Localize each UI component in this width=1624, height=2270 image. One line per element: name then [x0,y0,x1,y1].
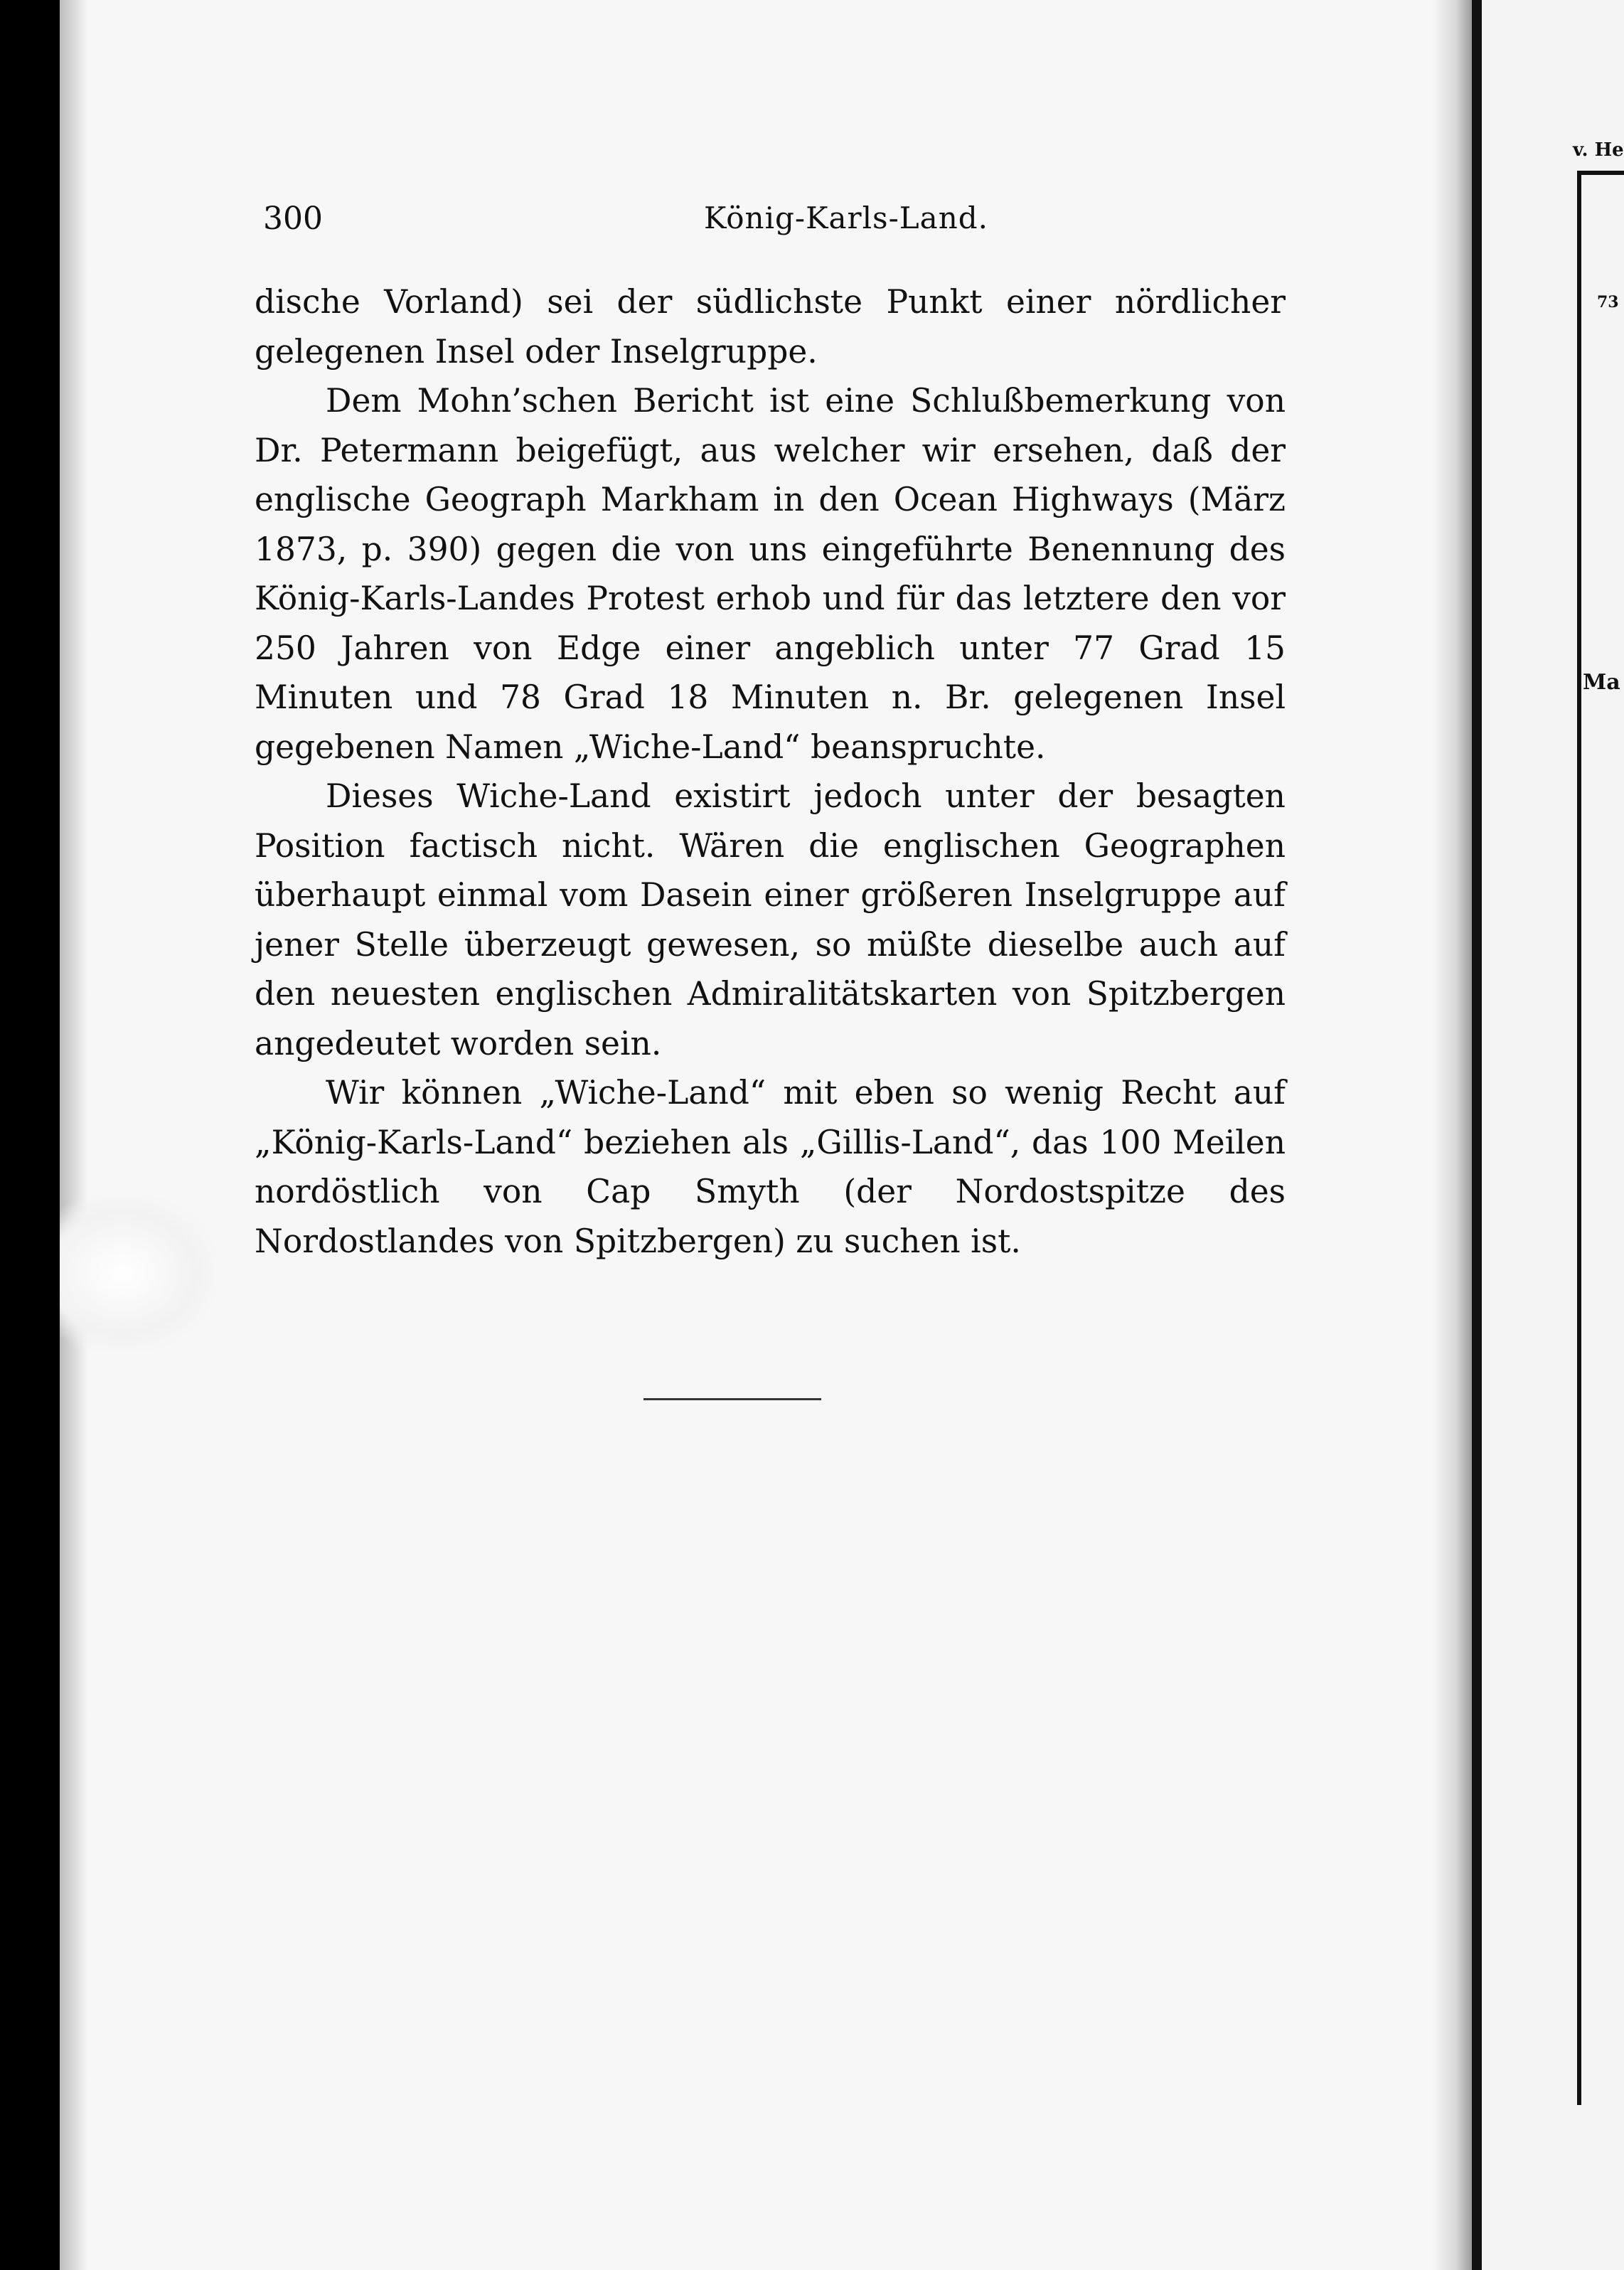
paragraph-4: Wir können „Wiche-Land“ mit eben so wenig Recht auf „König-Karls-Land“ beziehen als „Gillis-Land“, das 100 Meilen nordöstlich von Cap Smyth (der Nordostspitze des Nordostlandes von Spitzbergen) zu suchen ist. [255,1074,1286,1260]
adjacent-map-page [1472,0,1624,2270]
page-fold-shadow [60,0,88,2270]
body-text [255,277,1286,1266]
running-title: König-Karls-Land. [704,201,988,235]
map-page-edge [1472,0,1482,2270]
map-author-label: v. He [1573,139,1624,161]
paper-stain [60,1195,216,1351]
end-rule-divider [643,1398,821,1400]
gutter-shadow [1432,0,1472,2270]
map-latitude-label: 73 [1597,293,1619,311]
paragraph-3: Dieses Wiche-Land existirt jedoch unter der besagten Position factisch nicht. Wären die englischen Geographen überhaupt einmal vom Dasein einer größeren Inselgruppe auf jener Stelle überzeugt gewesen, so müßte dieselbe auch auf den neuesten englischen Admiralitätskarten von Spitzbergen angedeutet worden sein. [255,777,1286,1062]
paragraph-1: dische Vorland) sei der südlichste Punkt einer nördlicher gelegenen Insel oder Inselgruppe. [255,283,1286,371]
page-header [263,201,1301,243]
map-frame-line [1577,171,1581,2105]
paragraph-2: Dem Mohn’schen Bericht ist eine Schlußbemerkung von Dr. Petermann beigefügt, aus welcher wir ersehen, daß der englische Geograph Markham in den Ocean Highways (März 1873, p. 390) gegen die von uns eingeführte Benennung des König-Karls-Landes Protest erhob und für das letztere den vor 250 Jahren von Edge einer angeblich unter 77 Grad 15 Minuten und 78 Grad 18 Minuten n. Br. gelegenen Insel gegebenen Namen „Wiche-Land“ beanspruchte. [255,382,1286,766]
page-number: 300 [263,201,323,237]
map-frame-top-line [1577,171,1624,175]
map-name-label: Ma [1583,670,1620,695]
